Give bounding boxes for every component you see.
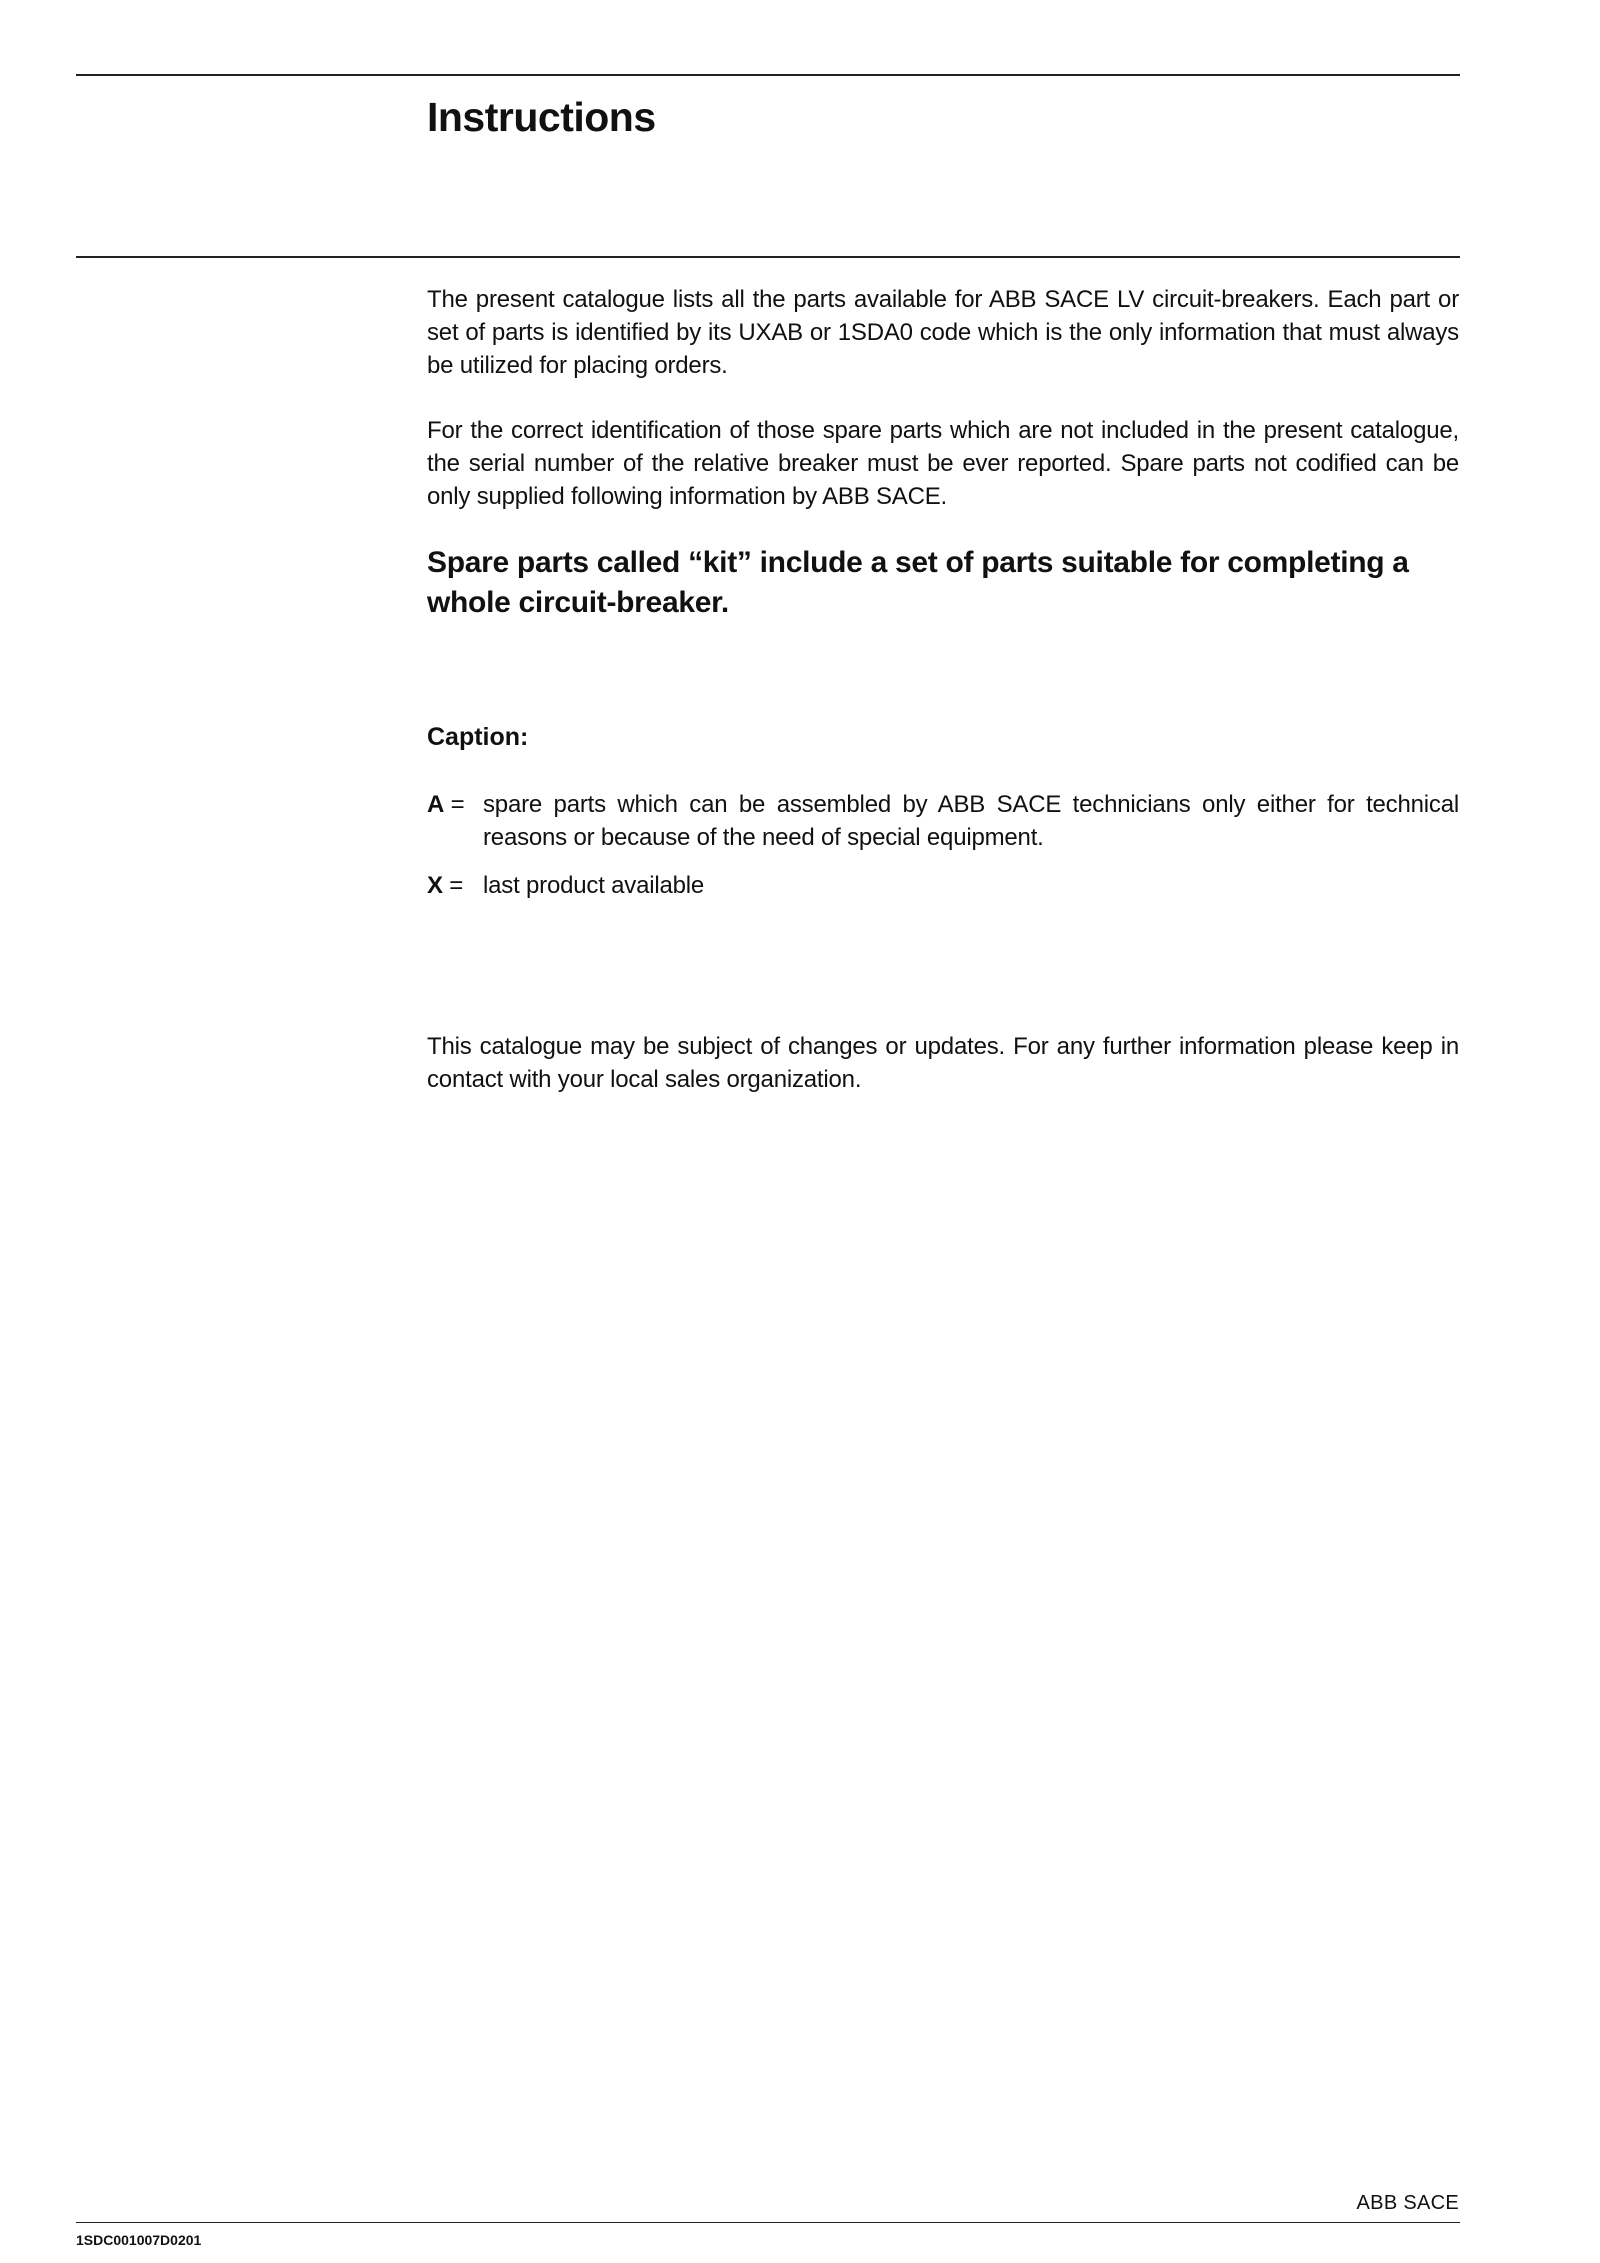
legend-text: last product available bbox=[483, 872, 705, 899]
footer-brand: ABB SACE bbox=[1356, 2192, 1459, 2214]
legend-item-x bbox=[427, 869, 1459, 902]
caption-heading: Caption: bbox=[427, 723, 529, 751]
footer-rule bbox=[76, 2222, 1460, 2223]
legend-key: X = bbox=[427, 872, 464, 899]
page-title: Instructions bbox=[427, 94, 656, 140]
caption-legend bbox=[427, 788, 1459, 902]
top-rule bbox=[76, 74, 1460, 76]
intro-paragraph: The present catalogue lists all the parts available for ABB SACE LV circuit-breakers. Each part or set of parts is identified by its UXAB or 1SDA0 code which is the only information that must always be utilized for placing orders. bbox=[427, 286, 1459, 379]
kit-note: Spare parts called “kit” include a set of parts suitable for completing a whole circuit-breaker. bbox=[427, 546, 1409, 619]
header-divider bbox=[76, 256, 1460, 258]
legend-text: spare parts which can be assembled by ABB SACE technicians only either for technical reasons or because of the need of special equipment. bbox=[483, 791, 1459, 851]
legend-key: A = bbox=[427, 791, 465, 818]
document-code: 1SDC001007D0201 bbox=[76, 2232, 202, 2248]
legend-item-a bbox=[427, 788, 1459, 854]
document-body bbox=[427, 283, 1459, 1096]
identification-paragraph: For the correct identification of those spare parts which are not included in the present catalogue, the serial number of the relative breaker must be ever reported. Spare parts not codified can be only supplied following information by ABB SACE. bbox=[427, 417, 1459, 510]
updates-paragraph: This catalogue may be subject of changes or updates. For any further information please keep in contact with your local sales organization. bbox=[427, 1033, 1459, 1093]
